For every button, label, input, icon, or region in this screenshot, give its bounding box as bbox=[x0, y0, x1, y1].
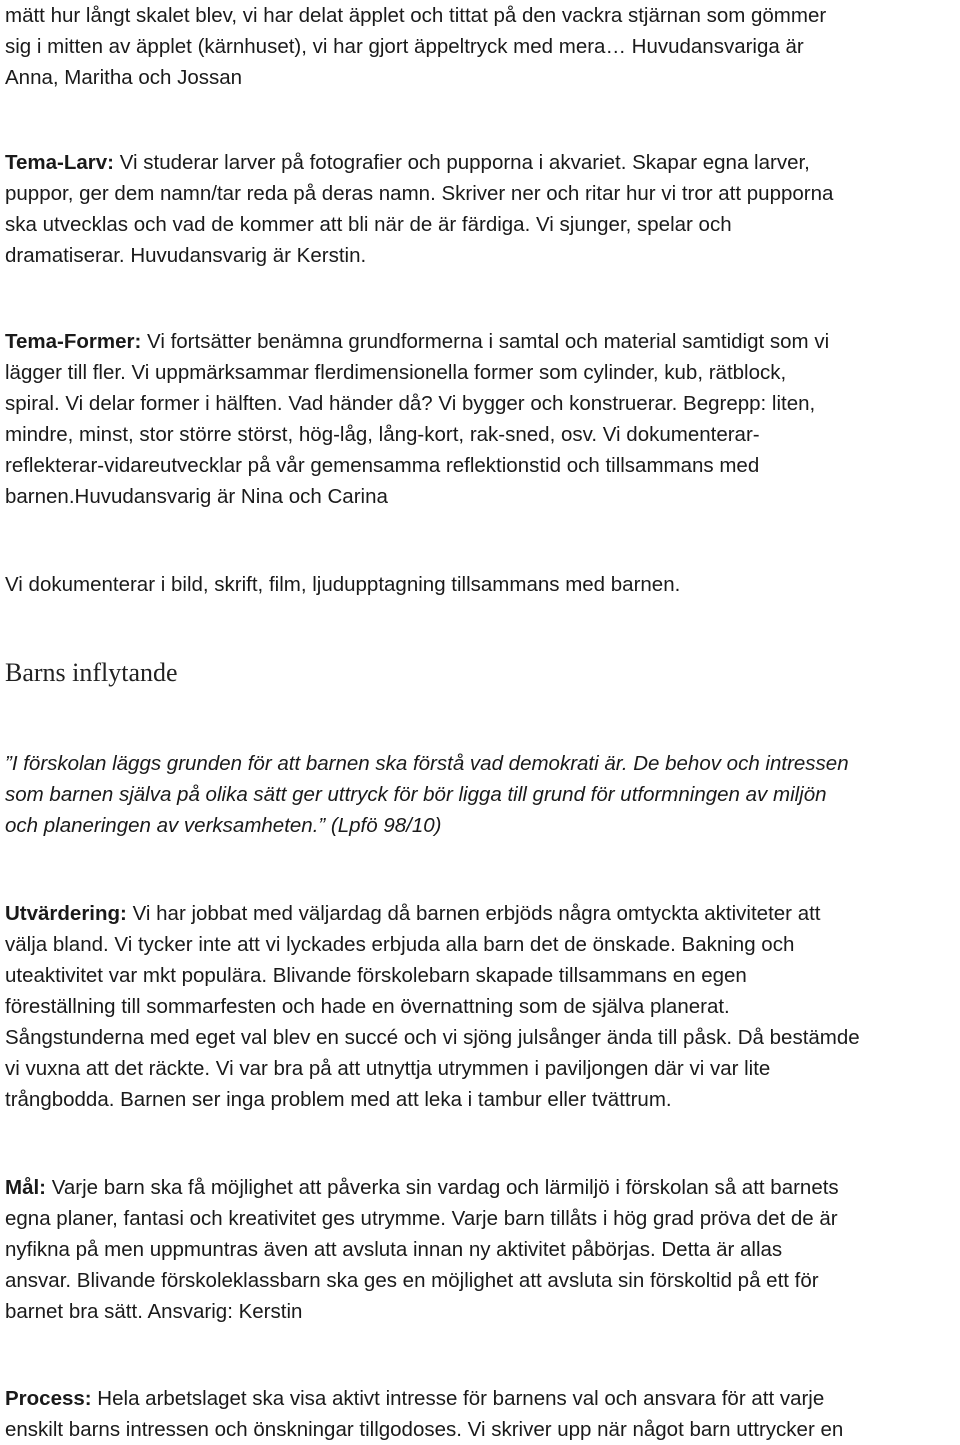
larv-line: ska utvecklas och vad de kommer att bli när de är färdiga. Vi sjunger, spelar och bbox=[5, 213, 732, 236]
goal-line bbox=[5, 1172, 955, 1203]
former-line bbox=[5, 326, 955, 357]
goal-line: barnet bra sätt. Ansvarig: Kerstin bbox=[5, 1300, 303, 1323]
goal-paragraph bbox=[5, 1172, 955, 1327]
larv-text: Vi studerar larver på fotografier och pupporna i akvariet. Skapar egna larver, bbox=[114, 151, 810, 174]
larv-line: dramatiserar. Huvudansvarig är Kerstin. bbox=[5, 244, 367, 267]
process-line bbox=[5, 1383, 955, 1414]
evaluation-line: uteaktivitet var mkt populära. Blivande förskolebarn skapade tillsammans en egen bbox=[5, 964, 747, 987]
quote-line: som barnen själva på olika sätt ger uttryck för bör ligga till grund för utformningen av miljön bbox=[5, 783, 827, 806]
process-text: Hela arbetslaget ska visa aktivt intresse för barnens val och ansvara för att varje bbox=[91, 1387, 825, 1410]
former-line: reflekterar-vidareutvecklar på vår gemensamma reflektionstid och tillsammans med bbox=[5, 454, 760, 477]
former-label: Tema-Former: bbox=[5, 330, 142, 353]
intro-line: Anna, Maritha och Jossan bbox=[5, 66, 243, 89]
former-text: Vi fortsätter benämna grundformerna i samtal och material samtidigt som vi bbox=[141, 330, 830, 353]
curriculum-quote bbox=[5, 748, 955, 841]
process-label: Process: bbox=[5, 1387, 92, 1410]
goal-line: ansvar. Blivande förskoleklassbarn ska ges en möjlighet att avsluta sin förskoltid på ett för bbox=[5, 1269, 819, 1292]
evaluation-line: Sångstunderna med eget val blev en succé och vi sjöng julsånger ända till påsk. Då bestämde bbox=[5, 1026, 860, 1049]
former-line: lägger till fler. Vi uppmärksammar flerdimensionella former som cylinder, kub, rätblock, bbox=[5, 361, 787, 384]
intro-line: mätt hur långt skalet blev, vi har delat äpplet och tittat på den vackra stjärnan som gömmer bbox=[5, 4, 827, 27]
larv-line: puppor, ger dem namn/tar reda på deras namn. Skriver ner och ritar hur vi tror att pupporna bbox=[5, 182, 834, 205]
larv-label: Tema-Larv: bbox=[5, 151, 114, 174]
process-line: enskilt barns intressen och önskningar tillgodoses. Vi skriver upp när något barn uttrycker en bbox=[5, 1418, 844, 1441]
section-heading: Barns inflytande bbox=[5, 658, 178, 687]
quote-line: ”I förskolan läggs grunden för att barnen ska förstå vad demokrati är. De behov och intressen bbox=[5, 752, 849, 775]
evaluation-line: föreställning till sommarfesten och hade en övernattning som de själva planerat. bbox=[5, 995, 730, 1018]
documentation-line: Vi dokumenterar i bild, skrift, film, ljudupptagning tillsammans med barnen. bbox=[5, 573, 681, 596]
document-page bbox=[5, 0, 955, 1442]
goal-line: nyfikna på men uppmuntras även att avsluta innan ny aktivitet påbörjas. Detta är allas bbox=[5, 1238, 783, 1261]
quote-line: och planeringen av verksamheten.” (Lpfö 98/10) bbox=[5, 814, 442, 837]
former-line: mindre, minst, stor större störst, hög-låg, lång-kort, rak-sned, osv. Vi dokumenterar- bbox=[5, 423, 760, 446]
former-paragraph bbox=[5, 326, 955, 512]
evaluation-line: trångbodda. Barnen ser inga problem med att leka i tambur eller tvättrum. bbox=[5, 1088, 672, 1111]
goal-label: Mål: bbox=[5, 1176, 46, 1199]
former-line: barnen.Huvudansvarig är Nina och Carina bbox=[5, 485, 388, 508]
larv-line bbox=[5, 147, 955, 178]
larv-paragraph bbox=[5, 147, 955, 271]
evaluation-label: Utvärdering: bbox=[5, 902, 127, 925]
process-paragraph bbox=[5, 1383, 955, 1445]
evaluation-line: vi vuxna att det räckte. Vi var bra på att utnyttja utrymmen i paviljongen där vi var lite bbox=[5, 1057, 771, 1080]
documentation-paragraph bbox=[5, 569, 955, 600]
goal-line: egna planer, fantasi och kreativitet ges utrymme. Varje barn tillåts i hög grad pröva det de är bbox=[5, 1207, 838, 1230]
former-line: spiral. Vi delar former i hälften. Vad händer då? Vi bygger och konstruerar. Begrepp: liten, bbox=[5, 392, 816, 415]
goal-text: Varje barn ska få möjlighet att påverka sin vardag och lärmiljö i förskolan så att barnets bbox=[46, 1176, 839, 1199]
intro-line: sig i mitten av äpplet (kärnhuset), vi har gjort äppeltryck med mera… Huvudansvariga är bbox=[5, 35, 804, 58]
evaluation-line: välja bland. Vi tycker inte att vi lyckades erbjuda alla barn det de önskade. Bakning och bbox=[5, 933, 795, 956]
evaluation-text: Vi har jobbat med väljardag då barnen erbjöds några omtyckta aktiviteter att bbox=[126, 902, 821, 925]
evaluation-line bbox=[5, 898, 955, 929]
evaluation-paragraph bbox=[5, 898, 955, 1115]
intro-paragraph bbox=[5, 0, 955, 93]
